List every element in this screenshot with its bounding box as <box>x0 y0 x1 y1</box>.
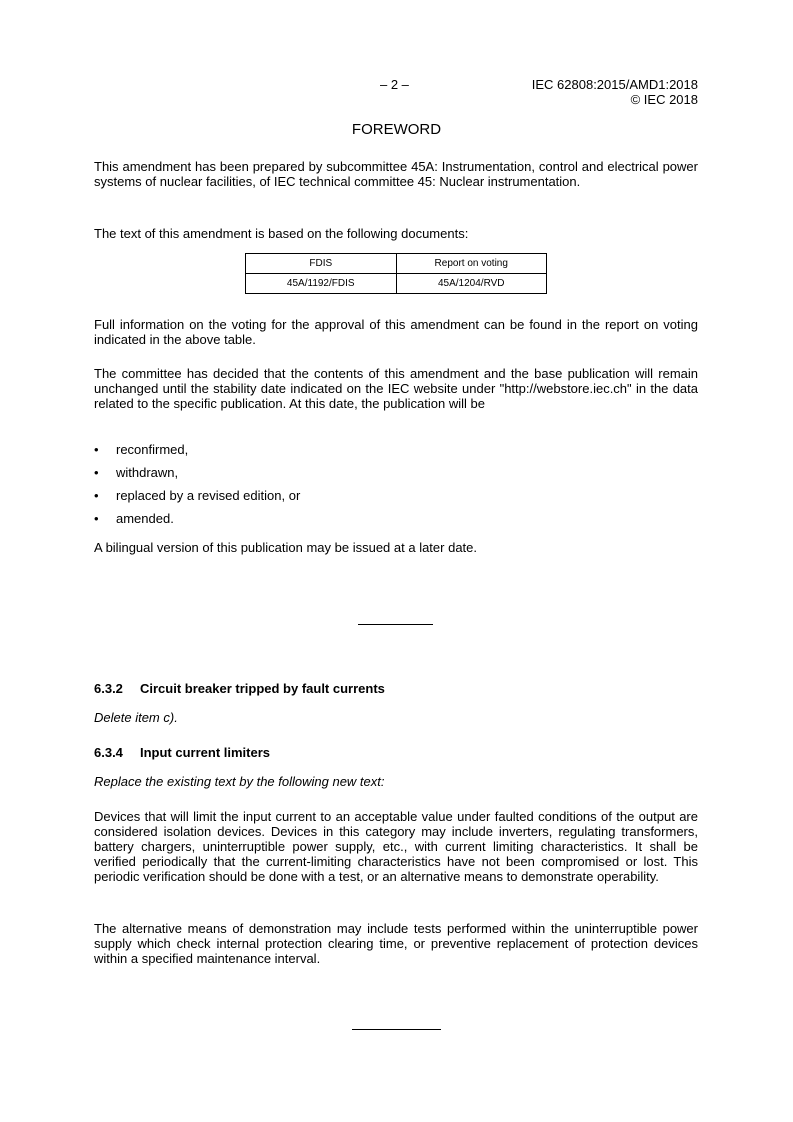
bullet-icon: • <box>94 511 99 526</box>
based-on-text: The text of this amendment is based on the following documents: <box>94 226 469 241</box>
standard-reference: IEC 62808:2015/AMD1:2018 <box>531 77 698 92</box>
list-item <box>94 488 698 511</box>
list-item-text: replaced by a revised edition, or <box>116 488 301 503</box>
bullet-icon: • <box>94 442 99 457</box>
list-item <box>94 465 698 488</box>
bullet-icon: • <box>94 488 99 503</box>
end-divider <box>352 1029 441 1030</box>
stability-text: The committee has decided that the contents of this amendment and the base publication will remain unchanged until the stability date indicated on the IEC website under "http://webstore.iec.ch" in the data related to the specific publication. At this date, the publication will be <box>94 366 698 411</box>
document-reference <box>532 77 698 107</box>
table-header-cell: Report on voting <box>396 254 547 274</box>
list-item-text: amended. <box>116 511 174 526</box>
table-header-row <box>246 254 547 274</box>
voting-info-text: Full information on the voting for the approval of this amendment can be found in the report on voting indicated in the above table. <box>94 317 698 347</box>
list-item-text: withdrawn, <box>116 465 179 480</box>
foreword-title: FOREWORD <box>351 121 442 138</box>
body-paragraph: Devices that will limit the input current to an acceptable value under faulted conditions of the output are considered isolation devices. Devices in this category may include inverters, regulating transformers, battery chargers, uninterruptible power supply, etc., with current limiting characteristics. It shall be verified periodically that the current-limiting characteristics have not been compromised or lost. This periodic verification should be done with a test, or an alternative means to demonstrate operability. <box>94 809 698 884</box>
section-title: Circuit breaker tripped by fault currents <box>140 681 385 696</box>
table-header-cell: FDIS <box>246 254 397 274</box>
foreword-intro: This amendment has been prepared by subcommittee 45A: Instrumentation, control and electrical power systems of nuclear facilities, of IEC technical committee 45: Nuclear instrumentation. <box>94 159 698 189</box>
voting-documents-table <box>245 253 547 294</box>
list-item <box>94 442 698 465</box>
section-title: Input current limiters <box>140 745 271 760</box>
table-row <box>246 274 547 294</box>
section-heading-6-3-2 <box>94 681 385 696</box>
bullet-icon: • <box>94 465 99 480</box>
section-number: 6.3.2 <box>94 681 123 696</box>
section-heading-6-3-4 <box>94 745 270 760</box>
publication-outcomes-list <box>94 442 698 534</box>
table-cell: 45A/1192/FDIS <box>246 274 397 294</box>
body-paragraph: The alternative means of demonstration may include tests performed within the uninterruptible power supply which check internal protection clearing time, or preventive replacement of protection devices within a specified maintenance interval. <box>94 921 698 966</box>
section-instruction: Delete item c). <box>94 710 178 725</box>
list-item <box>94 511 698 534</box>
section-instruction: Replace the existing text by the following new text: <box>94 774 385 789</box>
list-item-text: reconfirmed, <box>116 442 189 457</box>
page-number: – 2 – <box>380 77 409 92</box>
section-number: 6.3.4 <box>94 745 123 760</box>
copyright-notice: © IEC 2018 <box>630 92 698 107</box>
section-divider <box>358 624 433 625</box>
table-cell: 45A/1204/RVD <box>396 274 547 294</box>
bilingual-text: A bilingual version of this publication may be issued at a later date. <box>94 540 478 555</box>
